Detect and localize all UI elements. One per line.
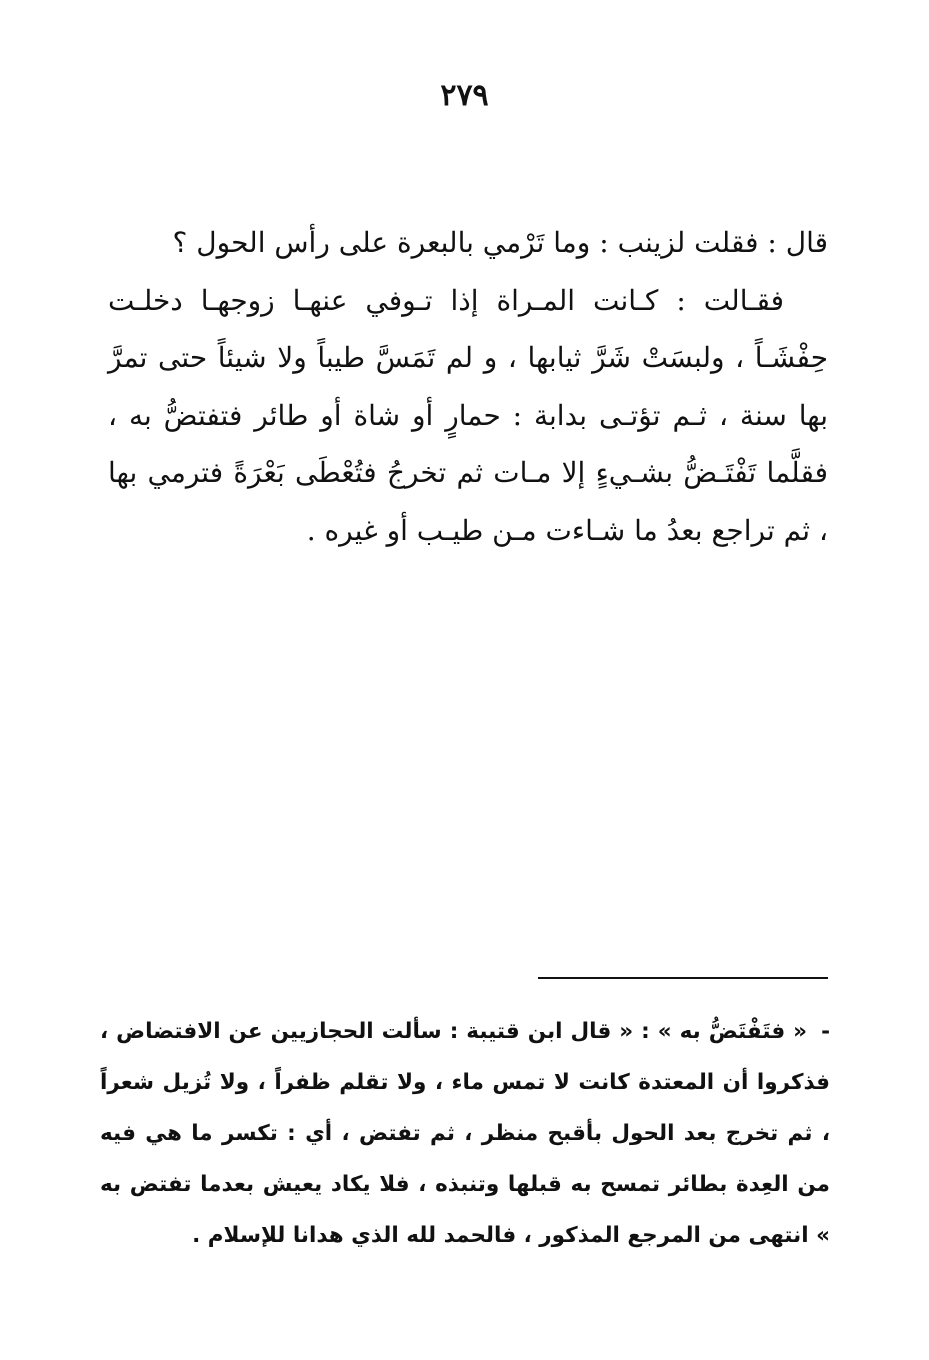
footnote-paragraph <box>100 1006 830 1261</box>
paragraph-question: قال : فقلت لزينب : وما تَرْمي بالبعرة على رأس الحول ؟ <box>172 226 828 259</box>
paragraph-answer: فقـالت : كـانت المـراة إذا تـوفي عنهـا زوجهـا دخلـت حِفْشَـاً ، ولبسَتْ شَرَّ ثيابها ، و لم تَمَسَّ طيباً ولا شيئاً حتى تمرَّ بها سنة ، ثـم تؤتـى بدابة : حمارٍ أو شاة أو طائر فتفتضُّ به ، فقلَّما تَفْتَـضُّ بشـيءٍ إلا مـات ثم تخرجُ فتُعْطَى بَعْرَةً فترمي بها ، ثم تراجع بعدُ ما شـاءت مـن طيـب أو غيره . <box>108 283 828 547</box>
footnote-marker: - <box>821 1019 830 1044</box>
page-number: ٢٧٩ <box>440 78 489 113</box>
footnote <box>100 1006 830 1261</box>
main-text <box>108 214 828 559</box>
footnote-separator <box>538 977 828 979</box>
footnote-text: « فتَفْتَضُّ به » : « قال ابن قتيبة : سألت الحجازيين عن الافتضاض ، فذكروا أن المعتدة كانت لا تمس ماء ، ولا تقلم ظفراً ، ولا تُزيل شعراً ، ثم تخرج بعد الحول بأقبح منظر ، ثم تفتض ، أي : تكسر ما هي فيه من العِدة بطائر تمسح به قبلها وتنبذه ، فلا يكاد يعيش بعدما تفتض به » انتهى من المرجع المذكور ، فالحمد لله الذي هدانا للإسلام . <box>100 1019 830 1248</box>
